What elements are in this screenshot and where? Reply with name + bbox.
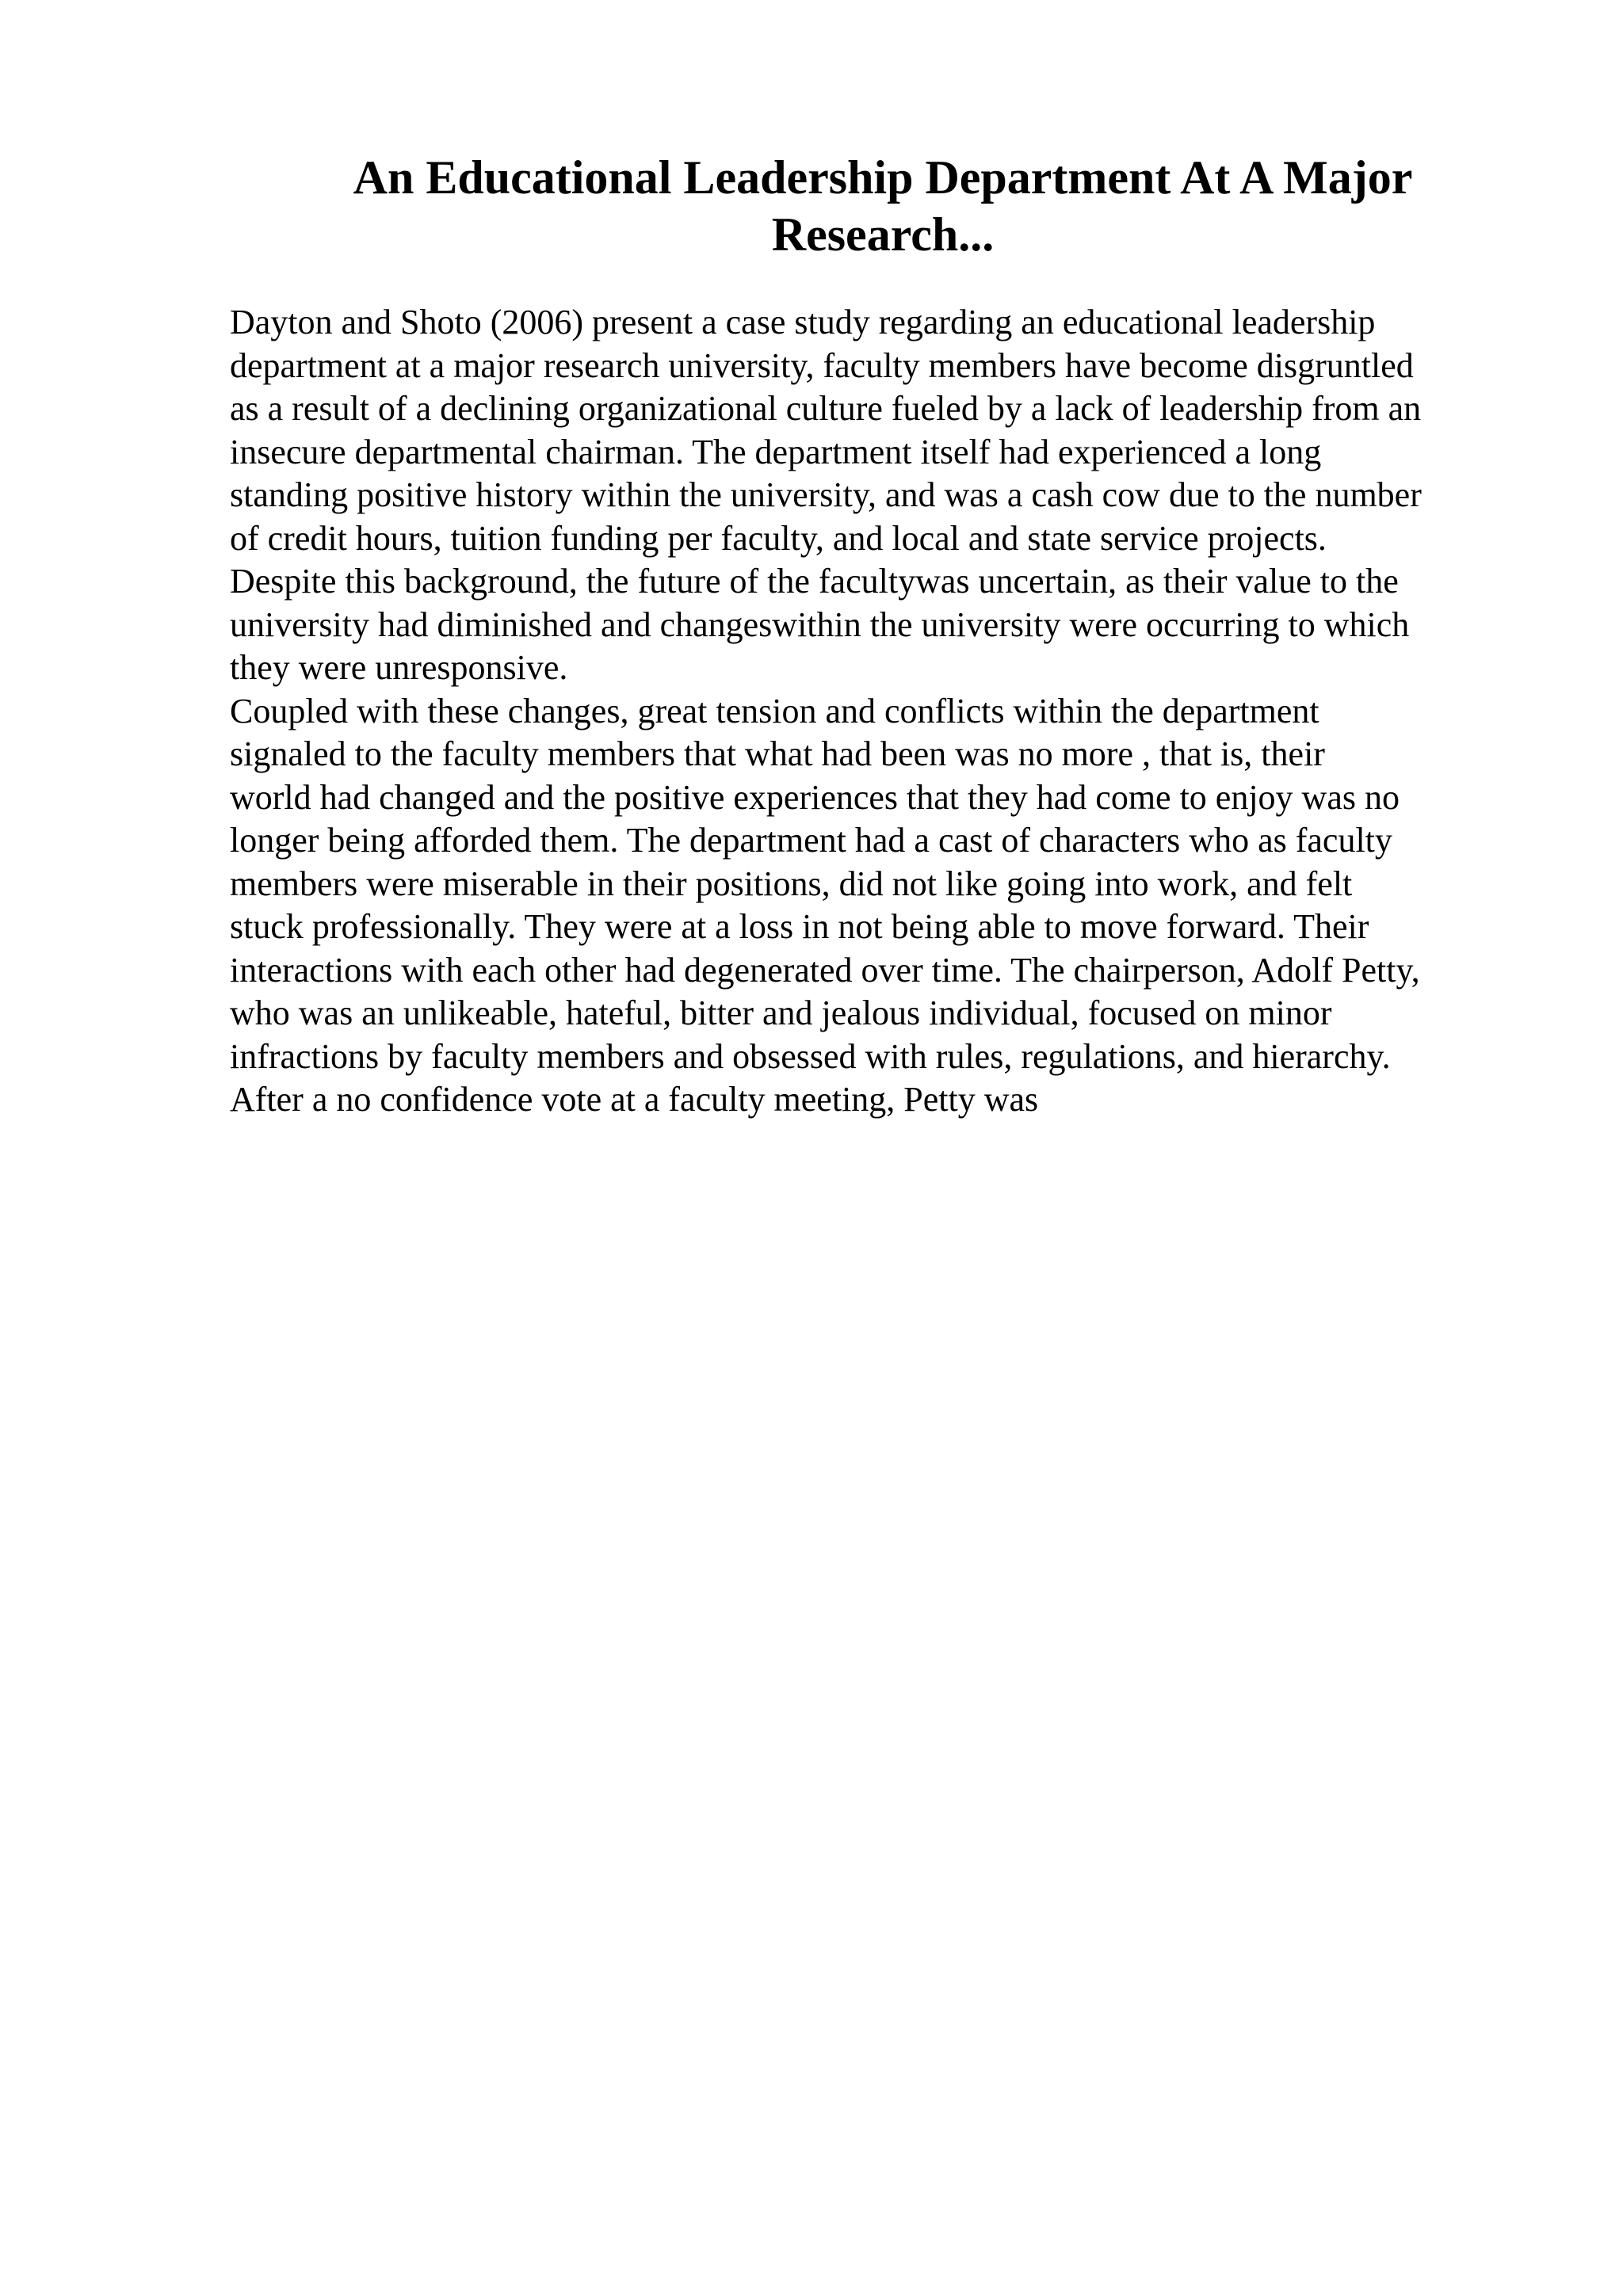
body-line: After a no confidence vote at a faculty meeting, Petty was bbox=[230, 1080, 1039, 1119]
body-line: department at a major research university, faculty members have become disgruntled bbox=[230, 345, 1414, 385]
body-line: interactions with each other had degenerated over time. The chairperson, Adolf Petty, bbox=[230, 950, 1420, 990]
body-line: university had diminished and changeswithin the university were occurring to which bbox=[230, 605, 1410, 644]
body-line: members were miserable in their positions, did not like going into work, and felt bbox=[230, 864, 1353, 903]
body-line: longer being afforded them. The department had a cast of characters who as faculty bbox=[230, 821, 1392, 860]
body-line: who was an unlikeable, hateful, bitter and jealous individual, focused on minor bbox=[230, 994, 1332, 1032]
body-line: infractions by faculty members and obsessed with rules, regulations, and hierarchy. bbox=[230, 1036, 1391, 1076]
body-line: Dayton and Shoto (2006) present a case study regarding an educational leadership bbox=[230, 303, 1376, 341]
body-line: insecure departmental chairman. The department itself had experienced a long bbox=[230, 432, 1322, 471]
title-line: Research... bbox=[771, 208, 995, 261]
title-line: An Educational Leadership Department At A Major bbox=[353, 151, 1413, 204]
document-title bbox=[230, 149, 1536, 263]
body-line: standing positive history within the university, and was a cash cow due to the number bbox=[230, 475, 1422, 514]
body-line: Despite this background, the future of the facultywas uncertain, as their value to the bbox=[230, 562, 1399, 601]
body-line: of credit hours, tuition funding per faculty, and local and state service projects. bbox=[230, 518, 1327, 558]
body-line: stuck professionally. They were at a loss in not being able to move forward. Their bbox=[230, 907, 1369, 946]
body-line: as a result of a declining organizational culture fueled by a lack of leadership from an bbox=[230, 389, 1422, 428]
body-line: world had changed and the positive experiences that they had come to enjoy was no bbox=[230, 777, 1400, 817]
document-body bbox=[230, 301, 1514, 1122]
body-line: they were unresponsive. bbox=[230, 648, 568, 687]
body-line: signaled to the faculty members that what had been was no more , that is, their bbox=[230, 734, 1325, 773]
body-line: Coupled with these changes, great tension and conflicts within the department bbox=[230, 691, 1319, 730]
